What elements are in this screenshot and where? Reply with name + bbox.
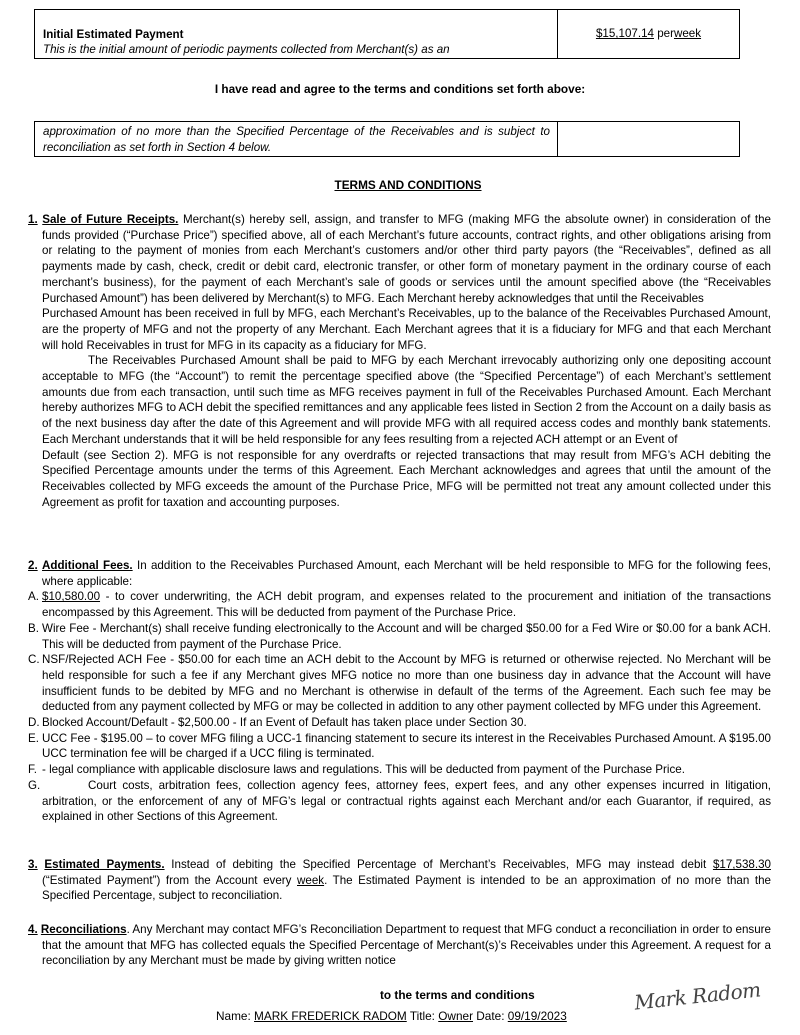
fee-item-c-text: NSF/Rejected ACH Fee - $50.00 for each time an ACH debit to the Account by MFG is returned or otherwise rejected. No Merchant will be held responsible for such a fee if any Merchant gives MFG notice no more than one business day in advance that the Account will have insufficient funds to be debited by MFG and no Merchant is otherwise in default of the terms of the Agreement. Each such fee may be deducted from any payment collected by MFG or may be collected in addition to any other payment collected by MFG under this Agreement. (42, 653, 771, 714)
section-1-paragraph-3: The Receivables Purchased Amount shall be paid to MFG by each Merchant irrevocably authorizing only one depositing account acceptable to MFG (the “Account”) to remit the percentage specified above (the “Specified Percentage”) of each Merchant’s settlement amounts due from each transaction, until such time as MFG receives payment in full of the Receivables Purchased Amount. Each Merchant hereby authorizes MFG to ACH debit the specified remittances and any applicable fees listed in Section 2 from the Account on a daily basis as of the next business day after the date of this Agreement and will provide MFG with all required access codes and monthly bank statements. Each Merchant understands that it will be held responsible for any fees resulting from a rejected ACH attempt or an Event of (42, 354, 771, 446)
fee-item-g-text: Court costs, arbitration fees, collection agency fees, attorney fees, expert fees, and any other expenses incurred in litigation, arbitration, or the enforcement of any of MFG’s legal or contractual rights against each Merchant and/or each Guarantor, if required, as explained in other Sections of this Agreement. (42, 778, 771, 824)
section-3-text-1: Instead of debiting the Specified Percentage of Merchant’s Receivables, MFG may instead debit (171, 858, 707, 871)
section-2-intro-text: In addition to the Receivables Purchased Amount, each Merchant will be held responsible to MFG for the following fees, where applicable: (42, 559, 771, 588)
fee-item-e (28, 731, 771, 762)
fee-item-f-label: F. (28, 763, 38, 777)
terms-heading: TERMS AND CONDITIONS (334, 178, 482, 192)
section-4-paragraph (28, 922, 771, 969)
initial-payment-frequency: week (673, 27, 702, 40)
fee-item-e-label: E. (28, 731, 39, 745)
section-3-number: 3. (28, 858, 38, 871)
section-2-number: 2. (28, 559, 38, 572)
section-4-text: . Any Merchant may contact MFG’s Reconciliation Department to request that MFG conduct a reconciliation in order to ensure that the amount that MFG has collected equals the Specified Percentage of Merchant(s)’s Receivables under this Agreement. A request for a reconciliation by any Merchant must be made by giving written notice (42, 923, 771, 968)
date-label: Date: (476, 1009, 505, 1023)
fee-item-b (28, 621, 771, 652)
section-4 (28, 922, 771, 969)
signer-details (216, 1009, 567, 1023)
section-1-number: 1. (28, 213, 38, 226)
section-2-heading: Additional Fees. (42, 559, 133, 572)
section-1-text-1: Merchant(s) hereby sell, assign, and transfer to MFG (making MFG the absolute owner) in consideration of the funds provided (“Purchase Price”) specified above, all of each Merchant’s future accounts, contract rights, and other obligations arising from or relating to the payment of monies from each Merchant’s customers and/or other third party payors (the “Receivables”, defined as all payments made by cash, check, credit or debit card, electronic transfer, or other form of monetary payment in the ordinary course of each merchant’s business), for the payment of each Merchant’s sale of goods or services until the amount specified above (the “Receivables Purchased Amount”) has been delivered by Merchant(s) to MFG. Each Merchant hereby acknowledges that until the Receivables (42, 213, 771, 305)
handwritten-signature: Mark Radom (633, 977, 762, 1015)
fee-item-f (28, 762, 771, 778)
fee-item-d-text: Blocked Account/Default - $2,500.00 - If an Event of Default has taken place under Section 30. (42, 716, 527, 730)
section-1-paragraph-2: Purchased Amount has been received in full by MFG, each Merchant’s Receivables, up to the balance of the Receivables Purchased Amount, are the property of MFG and not the property of any Merchant. Each Merchant agrees that it is a fiduciary for MFG and that each Merchant will hold Receivables in trust for MFG in its capacity as a fiduciary for MFG. (42, 307, 771, 352)
signer-title: Owner (438, 1009, 473, 1023)
fee-item-g-label: G. (28, 778, 41, 792)
fee-item-e-text: UCC Fee - $195.00 – to cover MFG filing a UCC-1 financing statement to secure its interest in the Receivables Purchased Amount. A $195.00 UCC termination fee will be charged if a UCC filing is terminated. (42, 731, 771, 761)
fee-item-g (28, 778, 771, 825)
initial-payment-per: per (657, 27, 674, 40)
fee-item-a-label: A. (28, 590, 39, 604)
fee-item-a-text: - to cover underwriting, the ACH debit program, and expenses related to the procurement and initiation of the transactions encompassed by this Agreement. This will be deducted from payment of the Purchase Price. (42, 590, 771, 620)
continuation-table (34, 121, 740, 157)
section-4-heading: Reconciliations (40, 923, 127, 936)
section-3-paragraph (28, 857, 771, 904)
fee-item-b-text: Wire Fee - Merchant(s) shall receive funding electronically to the Account and will be charged $50.00 for a Fed Wire or $0.00 for a bank ACH. This will be deducted from payment of the Purchase Price. (42, 621, 771, 651)
fee-item-d-label: D. (28, 716, 40, 730)
fee-item-c-label: C. (28, 653, 40, 667)
agree-tail: to the terms and conditions (380, 988, 535, 1002)
section-1-heading: Sale of Future Receipts. (42, 213, 179, 226)
initial-payment-description: This is the initial amount of periodic payments collected from Merchant(s) as an (43, 43, 450, 56)
fee-item-d (28, 715, 771, 731)
section-3-text-2: (“Estimated Payment”) from the Account every (42, 873, 292, 887)
fee-item-b-label: B. (28, 621, 39, 635)
signer-name: MARK FREDERICK RADOM (254, 1009, 407, 1023)
section-1 (28, 212, 771, 510)
initial-payment-table (34, 9, 740, 59)
title-label: Title: (409, 1009, 435, 1023)
initial-payment-label-cell (35, 10, 558, 58)
initial-payment-amount-cell (558, 10, 739, 58)
section-3 (28, 857, 771, 904)
signature-date: 09/19/2023 (507, 1009, 567, 1023)
section-3-heading: Estimated Payments. (44, 858, 165, 871)
section-1-paragraph-4: Default (see Section 2). MFG is not responsible for any overdrafts or rejected transactions that may result from MFG’s ACH debiting the Specified Percentage amounts under the terms of this Agreement. Each Merchant acknowledges and agrees that until the amount of the Receivables collected by MFG exceeds the amount of the Purchase Price, MFG will be permitted not treat any amount collected under this Agreement as profit for taxation and accounting purposes. (42, 448, 771, 509)
continuation-text: approximation of no more than the Specified Percentage of the Receivables and is subject to reconciliation as set forth in Section 4 below. (35, 122, 558, 156)
section-2-intro (28, 558, 771, 589)
section-1-paragraph-1 (28, 212, 771, 306)
fee-item-f-text: - legal compliance with applicable disclosure laws and regulations. This will be deducted from payment of the Purchase Price. (42, 763, 685, 777)
fee-item-a (28, 589, 771, 620)
section-3-text-3: . The Estimated Payment is intended to be an approximation of no more than the Specified Percentage, subject to reconciliation. (42, 873, 771, 903)
initial-payment-title: Initial Estimated Payment (43, 28, 184, 41)
estimated-payment-amount: $17,538.30 (712, 858, 771, 871)
name-label: Name: (216, 1009, 251, 1023)
section-2 (28, 558, 771, 825)
initial-payment-amount: $15,107.14 (595, 27, 654, 40)
section-4-number: 4. (28, 923, 38, 936)
estimated-payment-frequency: week (297, 873, 325, 887)
agree-statement: I have read and agree to the terms and conditions set forth above: (214, 82, 586, 96)
fee-item-a-amount: $10,580.00 (42, 590, 101, 604)
fee-item-c (28, 652, 771, 715)
